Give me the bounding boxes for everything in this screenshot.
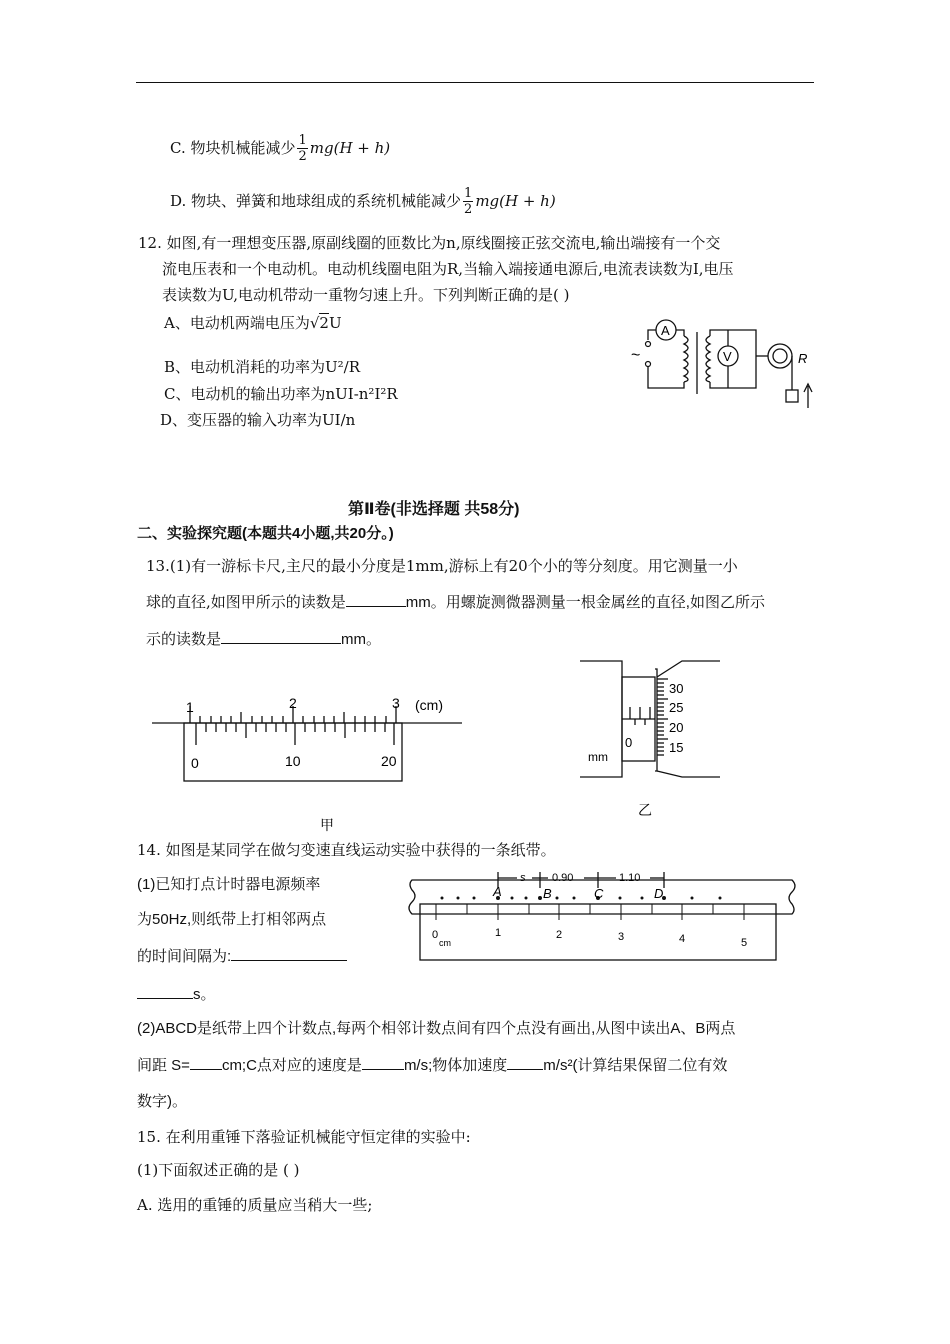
q12-option-c: C、电动机的输出功率为nUI-n²I²R (164, 385, 398, 403)
caliper-main-label-1: 1 (186, 699, 194, 715)
micrometer-unit: mm (588, 750, 608, 764)
micrometer-caption: 乙 (638, 802, 652, 818)
tape-point-d: D (654, 886, 664, 901)
caliper-vernier-label-0: 0 (191, 755, 199, 771)
voltmeter-label: V (723, 349, 732, 364)
resistor-label: R (798, 351, 808, 366)
caliper-unit: (cm) (415, 697, 443, 713)
q14-distance-blank[interactable] (190, 1055, 222, 1070)
micrometer-figure (578, 655, 728, 825)
q14-p1-line4: s。 (137, 984, 216, 1005)
q13-micrometer-answer-blank[interactable] (221, 629, 341, 644)
q11-c-fraction: $\frac{1}{2}$ (298, 132, 307, 164)
q15-part1: (1)下面叙述正确的是 ( ) (137, 1161, 300, 1179)
q14-stem: 14. 如图是某同学在做匀变速直线运动实验中获得的一条纸带。 (137, 841, 556, 859)
q15-stem: 15. 在利用重锤下落验证机械能守恒定律的实验中: (137, 1128, 471, 1146)
ruler-label-5: 5 (741, 937, 748, 949)
q12-stem-line3: 表读数为U,电动机带动一重物匀速上升。下列判断正确的是( ) (162, 286, 570, 304)
thimble-label-25: 25 (669, 700, 684, 715)
q14-p2-line3: 数字)。 (137, 1093, 187, 1110)
ruler-label-4: 4 (679, 933, 686, 945)
q11-c-prefix: C. 物块机械能减少 (170, 139, 296, 157)
caliper-main-label-2: 2 (289, 695, 297, 711)
q15-option-a: A. 选用的重锤的质量应当稍大一些; (137, 1196, 373, 1214)
header-rule (136, 82, 814, 83)
paper-tape-figure (402, 866, 802, 966)
tape-point-b: B (543, 886, 552, 901)
q12-stem-line1: 12. 如图,有一理想变压器,原副线圈的匝数比为n,原线圈接正弦交流电,输出端接有一个交 (138, 234, 721, 252)
q13-line3: 示的读数是 mm。 (146, 630, 382, 648)
q12-option-b: B、电动机消耗的功率为U²/R (164, 358, 361, 376)
q13-line1: 13.(1)有一游标卡尺,主尺的最小分度是1mm,游标上有20个小的等分刻度。用它测量一小 (146, 557, 738, 575)
q11-d-prefix: D. 物块、弹簧和地球组成的系统机械能减少 (170, 192, 462, 210)
ruler-label-0: 0 (432, 929, 439, 941)
q14-p1-line3: 的时间间隔为: (137, 946, 347, 967)
thimble-label-30: 30 (669, 681, 684, 696)
thimble-label-20: 20 (669, 720, 684, 735)
tape-dim-s: s (520, 872, 526, 884)
q11-d-expr: mg(H + h) (475, 192, 556, 210)
caliper-vernier-label-10: 10 (285, 753, 301, 769)
q14-interval-blank-cont[interactable] (137, 984, 193, 999)
tape-point-a: A (493, 884, 502, 899)
thimble-label-15: 15 (669, 740, 684, 755)
tape-point-c: C (594, 886, 604, 901)
q14-acceleration-blank[interactable] (507, 1055, 543, 1070)
q13-caliper-answer-blank[interactable] (346, 592, 406, 607)
caliper-caption: 甲 (320, 817, 334, 833)
tape-dim-090: 0.90 (552, 872, 574, 884)
vernier-caliper-figure (150, 690, 470, 835)
q11-option-c (170, 128, 390, 168)
section-heading: 二、实验探究题(本题共4小题,共20分。) (137, 525, 394, 542)
q12-option-a: A、电动机两端电压为√2U (164, 314, 342, 332)
ruler-label-2: 2 (556, 929, 563, 941)
q12-stem-line2: 流电压表和一个电动机。电动机线圈电阻为R,当输入端接通电源后,电流表读数为I,电压 (162, 260, 734, 278)
q14-p1-line2: 为50Hz,则纸带上打相邻两点 (137, 911, 327, 928)
ruler-label-3: 3 (618, 931, 625, 943)
q13-line2: 球的直径,如图甲所示的读数是 mm。用螺旋测微器测量一根金属丝的直径,如图乙所示 (146, 593, 765, 611)
q14-p2-line2: 间距 S= cm;C点对应的速度是 m/s;物体加速度 m/s²(计算结果保留二位有效 (137, 1057, 728, 1074)
q14-interval-blank[interactable] (231, 946, 347, 961)
q14-p2-line1: (2)ABCD是纸带上四个计数点,每两个相邻计数点间有四个点没有画出,从图中读出A、B两点 (137, 1020, 736, 1037)
caliper-vernier-label-20: 20 (381, 753, 397, 769)
q11-d-fraction: $\frac{1}{2}$ (464, 185, 473, 217)
ruler-label-1: 1 (495, 927, 502, 939)
q12-option-d: D、变压器的输入功率为UI/n (160, 411, 356, 429)
transformer-circuit-figure (628, 318, 818, 413)
q14-p1-line1: (1)已知打点计时器电源频率 (137, 876, 321, 893)
ac-source-symbol: ~ (631, 347, 641, 364)
q11-option-d (170, 181, 556, 221)
sleeve-label-0: 0 (625, 735, 633, 750)
ammeter-label: A (661, 323, 670, 338)
caliper-main-label-3: 3 (392, 695, 400, 711)
tape-dim-110: 1.10 (619, 872, 641, 884)
ruler-unit: cm (439, 938, 451, 948)
q11-c-expr: mg(H + h) (309, 139, 391, 157)
q14-velocity-blank[interactable] (362, 1055, 404, 1070)
sqrt-symbol: √2 (309, 314, 329, 332)
part2-title: 第Ⅱ卷(非选择题 共58分) (348, 501, 520, 518)
